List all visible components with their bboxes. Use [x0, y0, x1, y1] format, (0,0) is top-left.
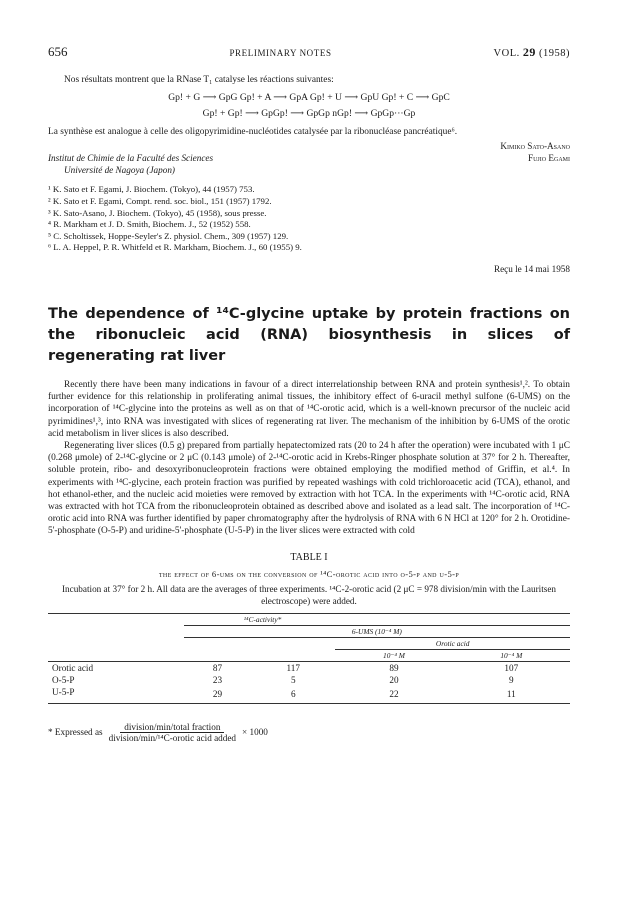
equation-line-1: Gp! + G ⟶ GpG Gp! + A ⟶ GpA Gp! + U ⟶ GpU Gp! + C ⟶ GpC — [168, 92, 450, 104]
footnote-multiplier: × 1000 — [242, 727, 268, 738]
vol-year: (1958) — [539, 48, 570, 59]
reference-item: ¹ K. Sato et F. Egami, J. Biochem. (Tokyo), 44 (1957) 753. — [48, 184, 255, 195]
table-cell: 20 — [389, 674, 399, 685]
table-cell: 117 — [286, 662, 300, 673]
table-cell: 23 — [212, 674, 223, 685]
table-cell: 5 — [290, 674, 296, 685]
section-title: PRELIMINARY NOTES — [229, 48, 332, 58]
table-cell: 9 — [509, 674, 514, 685]
author-1: Kimiko Sato-Asano — [500, 141, 570, 152]
intro-text: Nos résultats montrent que la RNase T₁ catalyse les réactions suivantes: — [64, 75, 334, 85]
row-label: U-5-P — [52, 686, 75, 697]
table-note: Incubation at 37° for 2 h. All data are the averages of three experiments. ¹⁴C-2-orotic acid (2 μC = 978 division/min with the Lauritsen electroscope) were added. — [61, 583, 557, 606]
institution-line-2: Université de Nagoya (Japon) — [64, 165, 175, 176]
equation-line-2: Gp! + Gp! ⟶ GpGp! ⟶ GpGp nGp! ⟶ GpGp···Gp — [202, 108, 416, 120]
page-number: 656 — [48, 44, 68, 59]
analog-text: La synthèse est analogue à celle des oligopyrimidine-nucléotides catalysée par la ribonucléase pancréatique⁶. — [48, 127, 458, 138]
table-row — [48, 661, 570, 674]
table-cell: 89 — [389, 662, 399, 673]
table-caption: the effect of 6-ums on the conversion of ¹⁴C-orotic acid into o-5-p and u-5-p — [158, 568, 460, 579]
vol-label: VOL. — [493, 48, 520, 59]
table-cell: 11 — [506, 689, 516, 700]
reference-item: ² K. Sato et F. Egami, Compt. rend. soc. biol., 151 (1957) 1792. — [48, 196, 272, 206]
fraction-numerator: division/min/total fraction — [120, 722, 224, 733]
page — [48, 44, 570, 743]
table-row — [48, 674, 570, 686]
authors — [500, 140, 570, 176]
institution-line-1: Institut de Chimie de la Faculté des Sciences — [48, 153, 214, 164]
running-header — [48, 44, 570, 68]
table-cell: 6 — [290, 689, 296, 700]
table-cell: 29 — [212, 689, 223, 700]
author-2: Fujio Egami — [527, 153, 570, 164]
reference-item: ⁴ R. Markham et J. D. Smith, Biochem. J., 52 (1952) 558. — [48, 219, 251, 230]
data-table — [48, 613, 570, 704]
volume-info — [494, 45, 570, 60]
table-cell: 107 — [504, 662, 519, 673]
reference-item: ⁶ L. A. Heppel, P. R. Whitfeld et R. Markham, Biochem. J., 60 (1955) 9. — [48, 242, 302, 253]
signature-block — [48, 140, 570, 176]
row-label: O-5-P — [52, 674, 75, 685]
table-row — [48, 686, 570, 704]
footnote-fraction — [109, 722, 236, 743]
received-date: Reçu le 14 mai 1958 — [493, 263, 570, 274]
table-label: TABLE I — [290, 551, 328, 563]
row-label: Orotic acid — [52, 662, 94, 673]
col-header-activity: ¹⁴C-activity* — [184, 613, 570, 625]
fraction-denominator: division/min/¹⁴C-orotic acid added — [108, 732, 237, 743]
vol-number: 29 — [522, 45, 536, 59]
table-cell: 87 — [212, 662, 223, 673]
col-header-orotic: Orotic acid — [335, 637, 570, 649]
table-footnote — [48, 722, 570, 743]
footnote-prefix: * Expressed as — [48, 727, 103, 738]
col-header-ums: 6-UMS (10⁻⁴ M) — [184, 625, 570, 637]
article-title: The dependence of ¹⁴C-glycine uptake by protein fractions on the ribonucleic acid (RNA) biosynthesis in slices of regenerating rat liver — [48, 305, 570, 364]
article-paragraph-2: Regenerating liver slices (0.5 g) prepared from partially hepatectomized rats (20 to 24 h after the operation) were incubated with 1 μC (0.268 μmole) of 2-¹⁴C-glycine or 2 μC (0.143 μmole) of 2-¹⁴C-orotic acid in Krebs-Ringer phosphate solution at 37° for 2 h. Thereafter, soluble protein, ribo- and desoxyribonucleoprotein fractions were obtained employing the modified method of Griffin, et al.⁴. In experiments with ¹⁴C-glycine, each protein fraction was purified by repeated washings with cold trichloroacetic acid (TCA), ethanol, and hot ethanol-ether, and the nucleic acid moieties were removed by extraction with hot TCA. In the experiments with ¹⁴C-orotic acid, RNA was extracted with hot TCA from the ribonucleoprotein obtained as described above and isolated as a lead salt. The incorporation of ¹⁴C-orotic acid into RNA was further identified by paper chromatography after the hydrolysis of RNA with 6 N HCl at 120° for 2 h. Orotidine-5'-phosphate (O-5-P) and uridine-5'-phosphate (U-5-P) in the liver slices were extracted with cold — [48, 440, 570, 537]
col-header-conc-a: 10⁻⁴ M — [383, 650, 405, 660]
references — [48, 184, 570, 254]
col-header-conc-b: 10⁻⁴ M — [500, 650, 523, 660]
reference-item: ³ K. Sato-Asano, J. Biochem. (Tokyo), 45 (1958), sous presse. — [48, 207, 267, 218]
reference-item: ⁵ C. Scholtissek, Hoppe-Seyler's Z. physiol. Chem., 309 (1957) 129. — [48, 230, 289, 241]
institution — [48, 140, 213, 176]
article-paragraph-1: Recently there have been many indications in favour of a direct interrelationship between RNA and protein synthesis¹,². To obtain further evidence for this relationship in proliferating animal tissues, the inhibitory effect of 6-uracil methyl sulfone (6-UMS) on the incorporation of ¹⁴C-glycine into the proteins as well as on that of ¹⁴C-orotic acid, which is a well-known precursor of the nucleic acid pyrimidines¹,³, into RNA was investigated with slices of regenerating rat liver. The mechanism of the inhibition by 6-UMS of the orotic acid metabolism in liver slices is also described. — [48, 379, 570, 439]
table-cell: 22 — [389, 689, 399, 700]
